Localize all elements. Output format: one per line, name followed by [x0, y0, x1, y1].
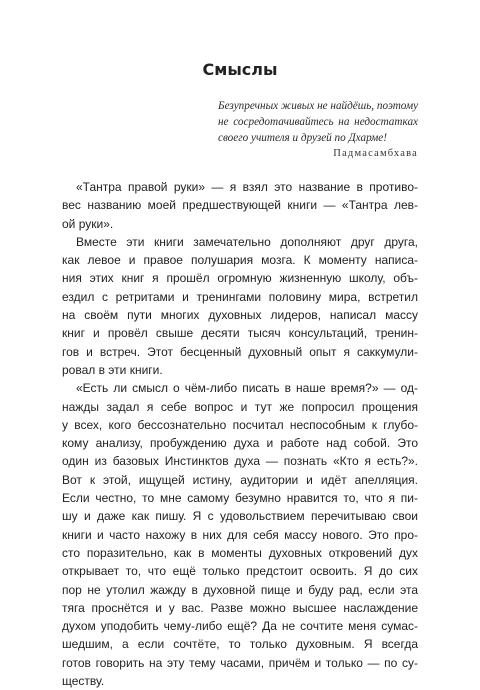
text-line: сто поразительно, как в моменты духовных откровений дух — [62, 545, 418, 560]
text-line: Если честно, то мне самому безумно нравится то, что я пи- — [62, 491, 418, 506]
text-line: готов говорить на эту тему часами, причём и только — по су- — [62, 655, 418, 670]
text-line: у всех, кого бессознательно посчитал неспособным к глубо- — [62, 417, 418, 432]
text-line: пор не утолил жажду в духовной пище и буду рад, если эта — [62, 582, 418, 597]
text-line: шу и даже как пишу. Я с удовольствием перечитываю свои — [62, 509, 418, 524]
text-line: ездил с ретритами и тренингами половину мира, встретил — [62, 289, 418, 304]
text-line: тяга проснётся и у вас. Разве можно высшее наслаждение — [62, 600, 418, 615]
body-text — [62, 178, 418, 690]
epigraph-line: своего учителя и друзей по Дхарме! — [218, 132, 387, 144]
text-line: ществу. — [62, 674, 105, 689]
text-line: ния этих книг я прошёл огромную жизненную школу, объ- — [62, 271, 418, 286]
epigraph — [218, 98, 418, 146]
text-line: кому анализу, пробуждению духа и работе над собой. Это — [62, 436, 418, 451]
text-line: открывает то, что ещё только предстоит освоить. Я до сих — [62, 564, 418, 579]
text-line: ровал в эти книги. — [62, 362, 163, 377]
text-line: «Тантра правой руки» — я взял это название в противо- — [76, 180, 418, 194]
epigraph-author: Падмасамбхава — [333, 148, 418, 159]
text-line: книги и часто нахожу в них для себя массу нового. Это про- — [62, 527, 418, 542]
epigraph-line: не сосредотачивайтесь на недостатках — [218, 116, 418, 128]
text-line: книг и провёл свыше десяти тысяч консультаций, тренин- — [62, 326, 418, 341]
text-line: на своём пути многих духовных лидеров, написал массу — [62, 308, 418, 323]
page-title: Смыслы — [202, 60, 278, 79]
text-line: Вот к этой, ищущей истину, аудитории и идёт апелляция. — [62, 472, 418, 487]
text-line: «Есть ли смысл о чём-либо писать в наше время?» — од- — [76, 381, 418, 396]
text-line: гов и встреч. Этот бесценный духовный опыт я саккумули- — [62, 344, 418, 359]
text-line: ой руки». — [62, 216, 114, 231]
epigraph-line: Безупречных живых не найдёшь, поэтому — [218, 100, 419, 112]
text-line: как левое и правое полушария мозга. К моменту написа- — [62, 253, 418, 268]
text-line: нажды задал я себе вопрос и тут же попросил прощения — [62, 399, 418, 414]
text-line: Вместе эти книги замечательно дополняют друг друга, — [76, 234, 418, 249]
text-line: вес названию моей предшествующей книги — «Тантра лев- — [62, 198, 418, 213]
text-line: шедшим, а если сочтёте, то только духовным. Я всегда — [62, 637, 418, 652]
text-line: один из базовых Инстинктов духа — познать «Кто я есть?». — [62, 454, 418, 469]
text-line: духом уподобить чему-либо ещё? Да не сочтите меня сумас- — [62, 619, 418, 634]
